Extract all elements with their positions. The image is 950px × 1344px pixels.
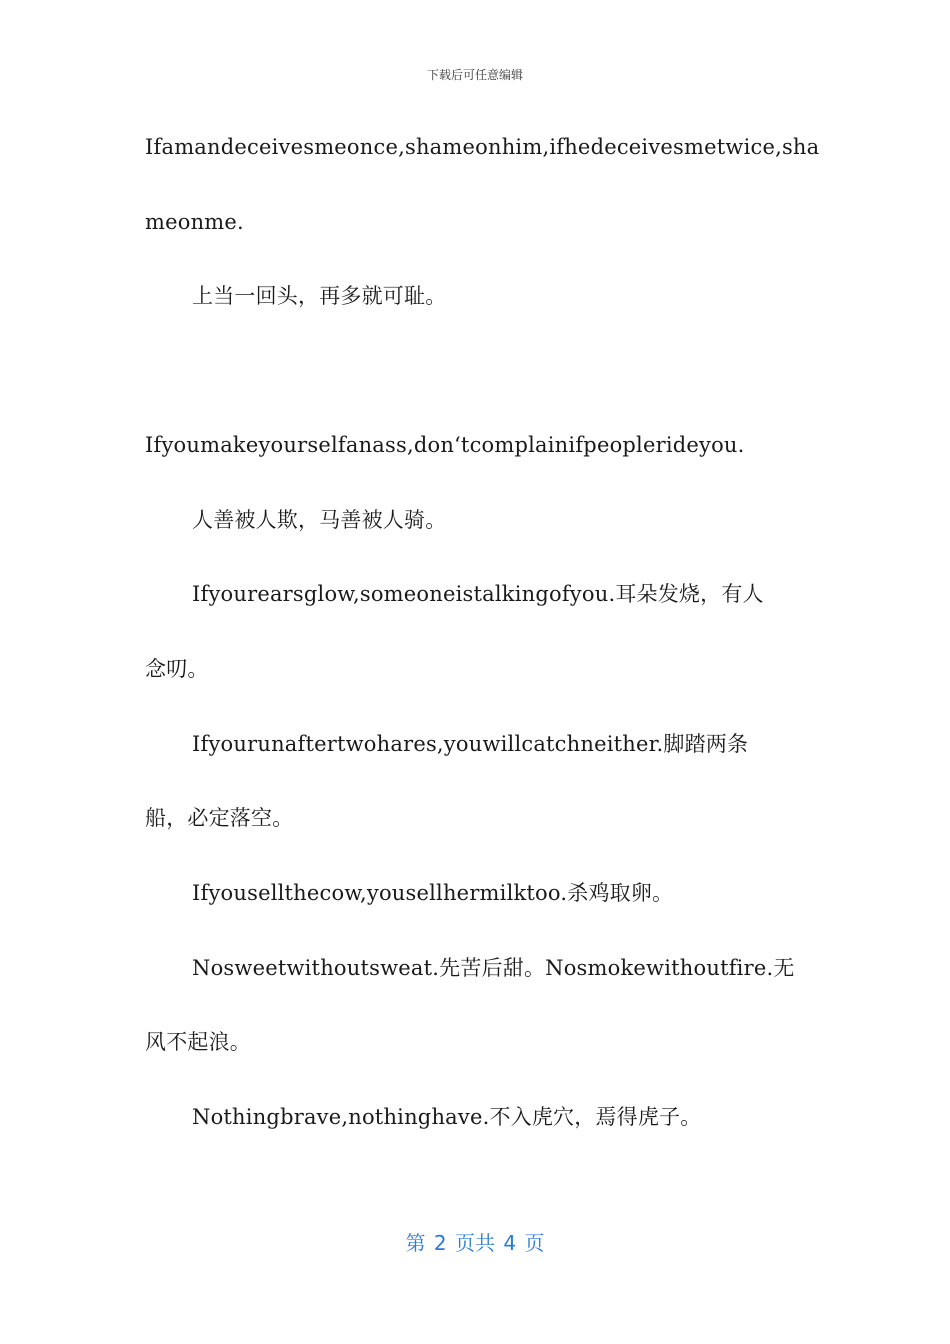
text-line: Ifyourunaftertwohares,youwillcatchneither.脚踏两条 (192, 732, 749, 756)
text-line: Nothingbrave,nothinghave.不入虎穴，焉得虎子。 (192, 1105, 702, 1129)
text-line: 船，必定落空。 (145, 806, 294, 830)
text-line: 人善被人欺，马善被人骑。 (192, 508, 447, 532)
text-line: 风不起浪。 (145, 1030, 251, 1054)
text-line: meonme. (145, 210, 244, 234)
text-line: Ifyousellthecow,yousellhermilktoo.杀鸡取卵。 (192, 881, 674, 905)
text-line: Ifyoumakeyourselfanass,don‘tcomplainifpeoplerideyou. (145, 433, 745, 457)
page-footer: 第 2 页共 4 页 (405, 1231, 545, 1255)
text-line: 念叨。 (145, 657, 209, 681)
text-line: 上当一回头，再多就可耻。 (192, 284, 447, 308)
text-line: Nosweetwithoutsweat.先苦后甜。Nosmokewithoutfire.无 (192, 956, 795, 980)
text-line: Ifamandeceivesmeonce,shameonhim,ifhedeceivesmetwice,sha (145, 135, 820, 159)
page-header: 下载后可任意编辑 (426, 68, 523, 82)
text-line: Ifyourearsglow,someoneistalkingofyou.耳朵发烧，有人 (192, 582, 764, 606)
